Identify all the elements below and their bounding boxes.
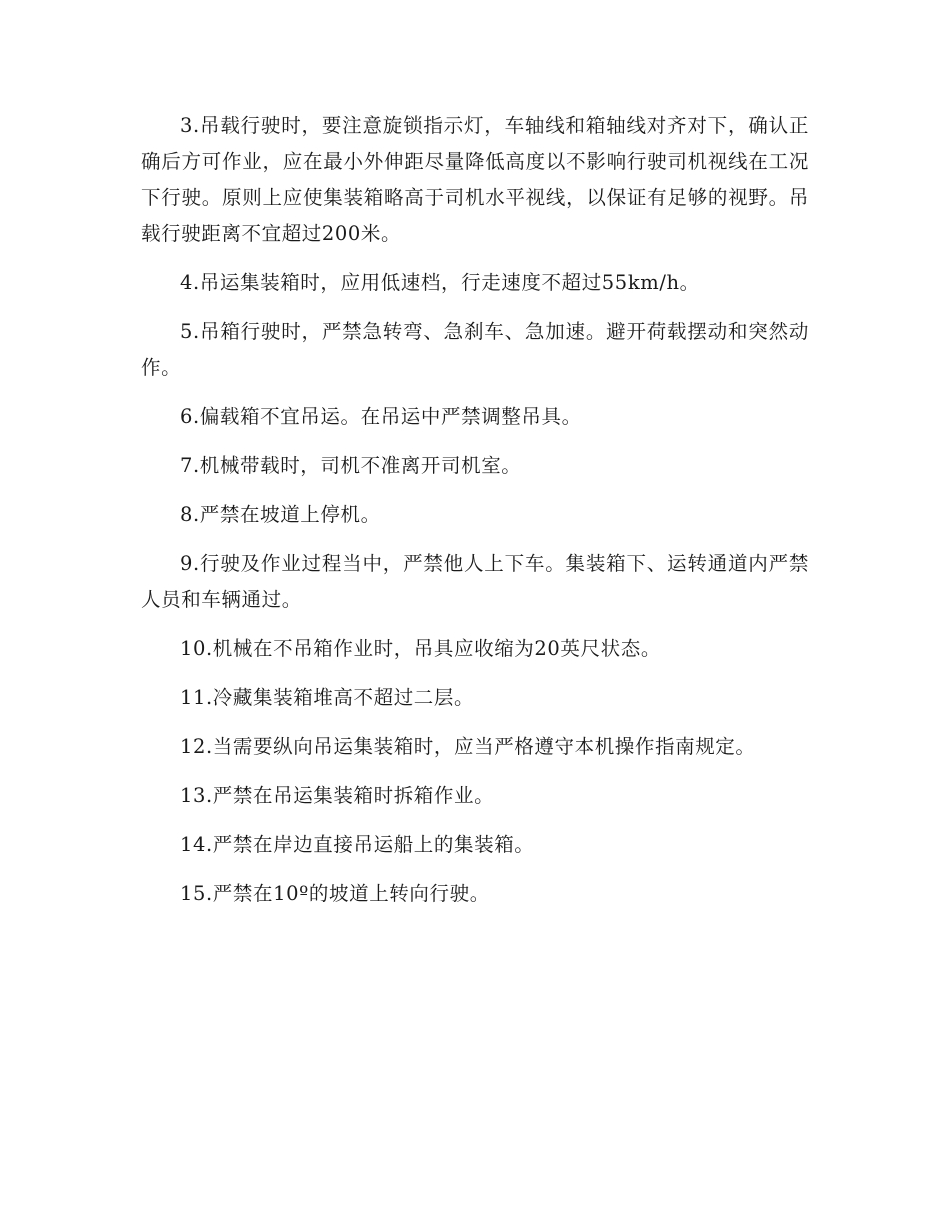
rule-item-13: 13.严禁在吊运集装箱时拆箱作业。	[180, 784, 495, 807]
rule-item-15: 15.严禁在10º的坡道上转向行驶。	[180, 882, 490, 905]
rule-item-5: 5.吊箱行驶时，严禁急转弯、急刹车、急加速。避开荷载摆动和突然动作。	[141, 320, 809, 379]
rule-item-8: 8.严禁在坡道上停机。	[180, 503, 381, 526]
rule-item-11: 11.冷藏集装箱堆高不超过二层。	[180, 686, 475, 709]
rule-item-14: 14.严禁在岸边直接吊运船上的集装箱。	[180, 833, 535, 856]
rule-item-12: 12.当需要纵向吊运集装箱时，应当严格遵守本机操作指南规定。	[180, 735, 756, 758]
document-body	[141, 108, 809, 925]
rule-item-6: 6.偏载箱不宜吊运。在吊运中严禁调整吊具。	[180, 405, 582, 428]
rule-item-10: 10.机械在不吊箱作业时，吊具应收缩为20英尺状态。	[180, 637, 661, 660]
rule-item-3: 3.吊载行驶时，要注意旋锁指示灯，车轴线和箱轴线对齐对下，确认正确后方可作业，应在最小外伸距尽量降低高度以不影响行驶司机视线在工况下行驶。原则上应使集装箱略高于司机水平视线，以保证有足够的视野。吊载行驶距离不宜超过200米。	[141, 114, 809, 245]
rule-item-7: 7.机械带载时，司机不准离开司机室。	[180, 454, 522, 477]
rule-item-9: 9.行驶及作业过程当中，严禁他人上下车。集装箱下、运转通道内严禁人员和车辆通过。	[141, 552, 809, 611]
rule-item-4: 4.吊运集装箱时，应用低速档，行走速度不超过55km/h。	[180, 271, 700, 294]
